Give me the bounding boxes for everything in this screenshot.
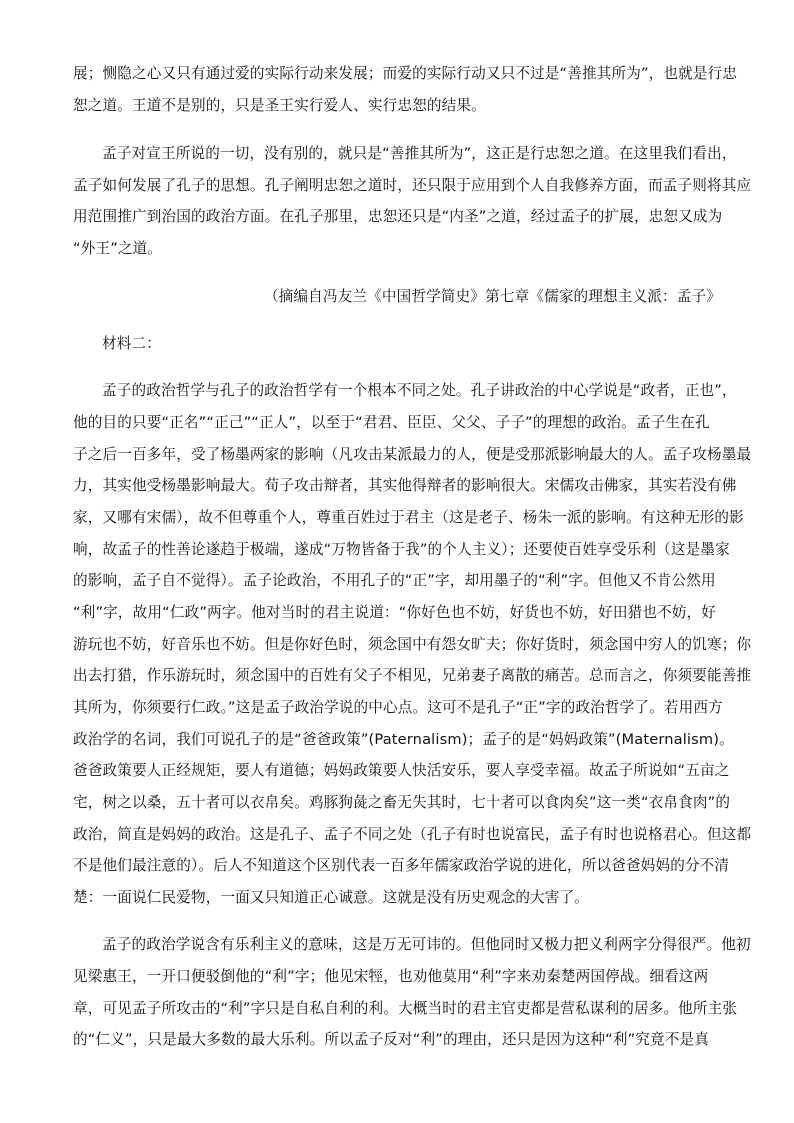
- paragraph-1-line-2: 恕之道。王道不是别的，只是圣王实行爱人、实行忠恕的结果。: [73, 97, 486, 114]
- paragraph-3-line-16: 不是他们最注意的）。后人不知道这个区别代表一百多年儒家政治学说的进化，所以爸爸妈妈的分不清: [73, 857, 730, 874]
- paragraph-3-line-9: 游玩也不妨，好音乐也不妨。但是你好色时，须念国中有怨女旷夫；你好货时，须念国中穷人的饥寒；你: [73, 636, 752, 653]
- paragraph-3-line-3: 子之后一百多年，受了杨墨两家的影响（凡攻击某派最力的人，便是受那派影响最大的人。孟子攻杨墨最: [73, 446, 752, 463]
- paragraph-3-line-17: 楚：一面说仁民爱物，一面又只知道正心诚意。这就是没有历史观念的大害了。: [73, 889, 590, 906]
- paragraph-3-line-5: 家，又哪有宋儒），故不但尊重个人，尊重百姓过于君主（这是老子、杨朱一派的影响。有这种无形的影: [73, 509, 744, 526]
- paragraph-2-line-1: 孟子对宣王所说的一切，没有别的，就只是“善推其所为”，这正是行忠恕之道。在这里我们看出，: [102, 145, 737, 162]
- paragraph-3-line-13: 爸爸政策要人正经规矩，要人有道德；妈妈政策要人快活安乐，要人享受幸福。故孟子所说如“五亩之: [73, 762, 730, 779]
- paragraph-4-line-3: 章，可见孟子所攻击的“利”字只是自私自利的利。大概当时的君主官吏都是营私谋利的居多。他所主张: [73, 1000, 738, 1017]
- paragraph-3-line-12: 政治学的名词，我们可说孔子的是“爸爸政策”(Paternalism)；孟子的是“妈妈政策”(Maternalism)。: [73, 731, 734, 748]
- paragraph-2-line-2: 孟子如何发展了孔子的思想。孔子阐明忠恕之道时，还只限于应用到个人自我修养方面，而孟子则将其应: [73, 177, 752, 194]
- paragraph-3-line-14: 宅，树之以桑，五十者可以衣帛矣。鸡豚狗彘之畜无失其时，七十者可以食肉矣”这一类“衣帛食肉”的: [73, 794, 731, 811]
- paragraph-3-line-6: 响，故孟子的性善论遂趋于极端，遂成“万物皆备于我”的个人主义）；还要使百姓享受乐利（这是墨家: [73, 541, 730, 558]
- paragraph-3-line-8: “利”字，故用“仁政”两字。他对当时的君主说道：“你好色也不妨，好货也不妨，好田猎也不妨，好: [73, 604, 717, 621]
- material-2-label: 材料二：: [102, 335, 161, 352]
- paragraph-3-line-4: 力，其实他受杨墨影响最大。荀子攻击辩者，其实他得辩者的影响很大。宋儒攻击佛家，其实若没有佛: [73, 477, 737, 494]
- paragraph-3-line-15: 政治，简直是妈妈的政治。这是孔子、孟子不同之处（孔子有时也说富民，孟子有时也说格君心。但这都: [73, 826, 752, 843]
- paragraph-1-line-1: 展；恻隐之心又只有通过爱的实际行动来发展；而爱的实际行动又只不过是“善推其所为”，也就是行忠: [73, 65, 738, 82]
- paragraph-3-line-7: 的影响，孟子自不觉得）。孟子论政治，不用孔子的“正”字，却用墨子的“利”字。但他又不肯公然用: [73, 572, 716, 589]
- paragraph-2-line-4: “外王”之道。: [73, 240, 163, 257]
- paragraph-3-line-1: 孟子的政治哲学与孔子的政治哲学有一个根本不同之处。孔子讲政治的中心学说是“政者，正也”，: [102, 382, 737, 399]
- paragraph-3-line-11: 其所为，你须要行仁政。”这是孟子政治学说的中心点。这可不是孔子“正”字的政治哲学了。若用西方: [73, 699, 723, 716]
- paragraph-3-line-2: 他的目的只要“正名”“正己”“正人”，以至于“君君、臣臣、父父、子子”的理想的政治。孟子生在孔: [73, 414, 710, 431]
- source-note: （摘编自冯友兰《中国哲学简史》第七章《儒家的理想主义派：孟子》: [263, 288, 721, 305]
- paragraph-2-line-3: 用范围推广到治国的政治方面。在孔子那里，忠恕还只是“内圣”之道，经过孟子的扩展，忠恕又成为: [73, 208, 723, 225]
- paragraph-4-line-1: 孟子的政治学说含有乐利主义的意味，这是万无可讳的。但他同时又极力把义利两字分得很严。他初: [102, 936, 751, 953]
- paragraph-4-line-2: 见梁惠王，一开口便驳倒他的“利”字；他见宋牼，也劝他莫用“利”字来劝秦楚两国停战。细看这两: [73, 968, 709, 985]
- paragraph-4-line-4: 的“仁义”，只是最大多数的最大乐利。所以孟子反对“利”的理由，还只是因为这种“利”究竟不是真: [73, 1031, 710, 1048]
- paragraph-3-line-10: 出去打猎，作乐游玩时，须念国中的百姓有父子不相见，兄弟妻子离散的痛苦。总而言之，你须要能善推: [73, 667, 752, 684]
